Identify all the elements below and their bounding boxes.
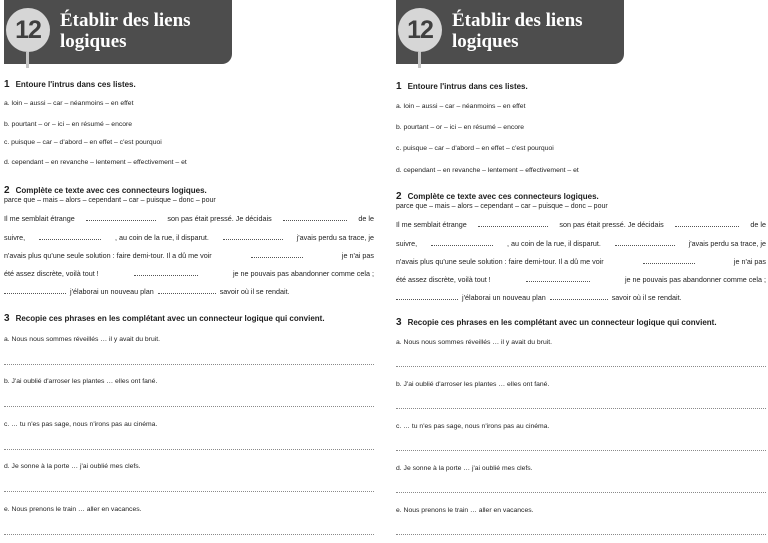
exercise-2-number: 2 xyxy=(4,185,10,196)
exercise-1-item-d: d. cependant – en revanche – lentement – effectivement – et xyxy=(4,159,187,166)
blank-7[interactable] xyxy=(396,293,458,300)
text-line-5 xyxy=(396,293,766,302)
exercise-3-item-d: d. Je sonne à la porte … j'ai oublié mes clefs. xyxy=(396,465,533,472)
text-segment: je n'ai pas xyxy=(733,257,766,266)
text-segment: de le xyxy=(358,214,374,223)
text-segment: suivre, xyxy=(396,239,418,248)
worksheet-page-left xyxy=(4,0,374,543)
text-segment: je n'ai pas xyxy=(341,251,374,260)
answer-line-b[interactable] xyxy=(396,407,766,409)
text-segment: de le xyxy=(750,220,766,229)
blank-2[interactable] xyxy=(283,214,347,221)
exercise-3-heading xyxy=(4,313,325,324)
exercise-3-item-a: a. Nous nous sommes réveillés … il y avait du bruit. xyxy=(4,336,161,343)
answer-line-c[interactable] xyxy=(4,448,374,450)
title-line-1: Établir des liens xyxy=(60,10,191,31)
text-line-2 xyxy=(4,233,374,242)
exercise-2-heading xyxy=(396,191,599,202)
title-line-2: logiques xyxy=(60,31,127,52)
blank-4[interactable] xyxy=(615,239,675,246)
exercise-1-number: 1 xyxy=(396,81,402,92)
exercise-1-instruction: Entoure l'intrus dans ces listes. xyxy=(15,80,136,89)
page-title xyxy=(60,10,191,52)
text-segment: j'avais perdu sa trace, je xyxy=(688,239,766,248)
exercise-2-number: 2 xyxy=(396,191,402,202)
exercise-3-item-d: d. Je sonne à la porte … j'ai oublié mes clefs. xyxy=(4,463,141,470)
blank-7[interactable] xyxy=(4,287,66,294)
title-line-1: Établir des liens xyxy=(452,10,583,31)
exercise-1-item-b: b. pourtant – or – ici – en résumé – encore xyxy=(4,121,133,128)
blank-6[interactable] xyxy=(526,275,590,282)
exercise-3-item-c: c. … tu n'es pas sage, nous n'irons pas au cinéma. xyxy=(396,423,550,430)
title-banner xyxy=(396,0,624,64)
text-segment: suivre, xyxy=(4,233,26,242)
text-line-1 xyxy=(4,214,374,223)
text-segment: son pas était pressé. Je décidais xyxy=(559,220,664,229)
blank-1[interactable] xyxy=(478,220,548,227)
text-segment: Il me semblait étrange xyxy=(4,214,75,223)
blank-8[interactable] xyxy=(550,293,608,300)
exercise-3-item-a: a. Nous nous sommes réveillés … il y avait du bruit. xyxy=(396,339,553,346)
connector-word-list: parce que – mais – alors – cependant – car – puisque – donc – pour xyxy=(4,197,216,204)
blank-5[interactable] xyxy=(643,257,695,264)
text-segment: j'élaborai un nouveau plan xyxy=(70,287,154,296)
blank-8[interactable] xyxy=(158,287,216,294)
text-segment: n'avais plus qu'une seule solution : faire demi-tour. Il a dû me voir xyxy=(396,257,604,266)
title-line-2: logiques xyxy=(452,31,519,52)
answer-line-a[interactable] xyxy=(396,365,766,367)
badge-stem xyxy=(418,52,421,68)
page-number-badge: 12 xyxy=(398,8,442,52)
exercise-3-instruction: Recopie ces phrases en les complétant avec un connecteur logique qui convient. xyxy=(407,318,717,327)
text-segment: son pas était pressé. Je décidais xyxy=(167,214,272,223)
answer-line-e[interactable] xyxy=(396,533,766,535)
exercise-3-number: 3 xyxy=(396,317,402,328)
exercise-1-item-b: b. pourtant – or – ici – en résumé – encore xyxy=(396,124,525,131)
text-line-1 xyxy=(396,220,766,229)
text-segment: , au coin de la rue, il disparut. xyxy=(114,233,209,242)
text-segment: j'élaborai un nouveau plan xyxy=(462,293,546,302)
exercise-3-instruction: Recopie ces phrases en les complétant avec un connecteur logique qui convient. xyxy=(15,314,325,323)
exercise-3-heading xyxy=(396,317,717,328)
exercise-3-item-b: b. J'ai oublié d'arroser les plantes … elles ont fané. xyxy=(4,378,158,385)
text-segment: savoir où il se rendait. xyxy=(611,293,682,302)
text-segment: , au coin de la rue, il disparut. xyxy=(506,239,601,248)
exercise-1-item-c: c. puisque – car – d'abord – en effet – c'est pourquoi xyxy=(396,145,554,152)
exercise-1-item-c: c. puisque – car – d'abord – en effet – c'est pourquoi xyxy=(4,139,162,146)
text-segment: n'avais plus qu'une seule solution : faire demi-tour. Il a dû me voir xyxy=(4,251,212,260)
exercise-1-item-a: a. loin – aussi – car – néanmoins – en effet xyxy=(4,100,134,107)
text-segment: Il me semblait étrange xyxy=(396,220,467,229)
exercise-1-heading xyxy=(4,79,136,90)
exercise-3-item-e: e. Nous prenons le train … aller en vacances. xyxy=(396,507,534,514)
title-banner xyxy=(4,0,232,64)
answer-line-a[interactable] xyxy=(4,363,374,365)
text-segment: j'avais perdu sa trace, je xyxy=(296,233,374,242)
blank-2[interactable] xyxy=(675,220,739,227)
badge-stem xyxy=(26,52,29,68)
blank-6[interactable] xyxy=(134,269,198,276)
text-line-4 xyxy=(4,269,374,278)
blank-5[interactable] xyxy=(251,251,303,258)
page-title xyxy=(452,10,583,52)
exercise-3-item-b: b. J'ai oublié d'arroser les plantes … elles ont fané. xyxy=(396,381,550,388)
exercise-2-heading xyxy=(4,185,207,196)
connector-word-list: parce que – mais – alors – cependant – car – puisque – donc – pour xyxy=(396,203,608,210)
text-segment: savoir où il se rendait. xyxy=(219,287,290,296)
worksheet-page-right xyxy=(396,0,766,543)
exercise-3-number: 3 xyxy=(4,313,10,324)
answer-line-c[interactable] xyxy=(396,449,766,451)
text-line-3 xyxy=(4,251,374,260)
exercise-2-instruction: Complète ce texte avec ces connecteurs logiques. xyxy=(15,186,207,195)
exercise-1-item-d: d. cependant – en revanche – lentement – effectivement – et xyxy=(396,167,579,174)
text-segment: été assez discrète, voilà tout ! xyxy=(396,275,491,284)
text-segment: été assez discrète, voilà tout ! xyxy=(4,269,99,278)
exercise-1-instruction: Entoure l'intrus dans ces listes. xyxy=(407,82,528,91)
text-segment: je ne pouvais pas abandonner comme cela ; xyxy=(624,275,766,284)
answer-line-d[interactable] xyxy=(4,490,374,492)
text-segment: je ne pouvais pas abandonner comme cela ; xyxy=(232,269,374,278)
text-line-5 xyxy=(4,287,374,296)
blank-3[interactable] xyxy=(431,239,493,246)
exercise-3-item-c: c. … tu n'es pas sage, nous n'irons pas au cinéma. xyxy=(4,421,158,428)
blank-3[interactable] xyxy=(39,233,101,240)
exercise-1-heading xyxy=(396,81,528,92)
blank-4[interactable] xyxy=(223,233,283,240)
exercise-2-instruction: Complète ce texte avec ces connecteurs logiques. xyxy=(407,192,599,201)
exercise-1-item-a: a. loin – aussi – car – néanmoins – en effet xyxy=(396,103,526,110)
blank-1[interactable] xyxy=(86,214,156,221)
text-line-2 xyxy=(396,239,766,248)
exercise-1-number: 1 xyxy=(4,79,10,90)
answer-line-e[interactable] xyxy=(4,533,374,535)
text-line-4 xyxy=(396,275,766,284)
page-number-badge: 12 xyxy=(6,8,50,52)
answer-line-b[interactable] xyxy=(4,405,374,407)
text-line-3 xyxy=(396,257,766,266)
answer-line-d[interactable] xyxy=(396,491,766,493)
exercise-3-item-e: e. Nous prenons le train … aller en vacances. xyxy=(4,506,142,513)
